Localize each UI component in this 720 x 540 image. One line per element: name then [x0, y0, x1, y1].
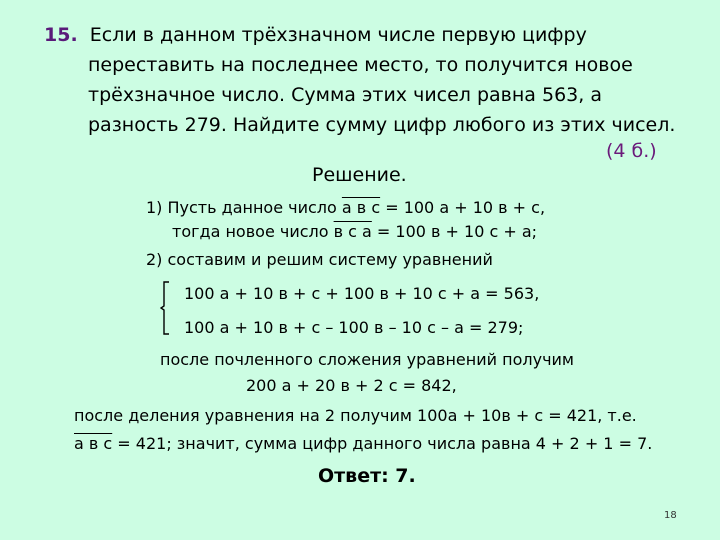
system-brace: [160, 280, 170, 336]
problem-number: 15.: [44, 24, 78, 46]
step-1b: [172, 222, 537, 241]
after-addition-text: после почленного сложения уравнений получим: [160, 350, 574, 369]
problem-line-2: переставить на последнее место, то получится новое: [88, 54, 633, 76]
step-1-rest: = 100 а + 10 в + с,: [380, 198, 546, 217]
new-number: в с а: [333, 222, 372, 241]
equation-1: 100 а + 10 в + с + 100 в + 10 с + а = 563,: [184, 284, 540, 303]
original-number: а в с: [341, 198, 381, 217]
sum-equation: 200 а + 20 в + 2 с = 842,: [246, 376, 457, 395]
final-rest: = 421; значит, сумма цифр данного числа равна 4 + 2 + 1 = 7.: [112, 434, 653, 453]
problem-line-4: разность 279. Найдите сумму цифр любого из этих чисел.: [88, 114, 676, 136]
solution-heading: Решение.: [312, 164, 407, 186]
problem-line-3: трёхзначное число. Сумма этих чисел равна 563, а: [88, 84, 602, 106]
after-division-text: после деления уравнения на 2 получим 100а + 10в + с = 421, т.е.: [74, 406, 637, 425]
final-line: [74, 434, 652, 453]
step-1: [146, 198, 545, 217]
final-number: а в с: [74, 434, 113, 453]
answer: Ответ: 7.: [318, 465, 416, 487]
problem-line-1: [44, 24, 587, 46]
step-1b-prefix: тогда новое число: [172, 222, 334, 241]
step-1b-rest: = 100 в + 10 с + а;: [371, 222, 538, 241]
page-number: 18: [664, 510, 677, 521]
step-2: 2) составим и решим систему уравнений: [146, 250, 493, 269]
step-1-prefix: 1) Пусть данное число: [146, 198, 342, 217]
problem-text-1: Если в данном трёхзначном числе первую цифру: [89, 24, 587, 46]
points-label: (4 б.): [606, 140, 657, 162]
equation-2: 100 а + 10 в + с – 100 в – 10 с – а = 279;: [184, 318, 524, 337]
